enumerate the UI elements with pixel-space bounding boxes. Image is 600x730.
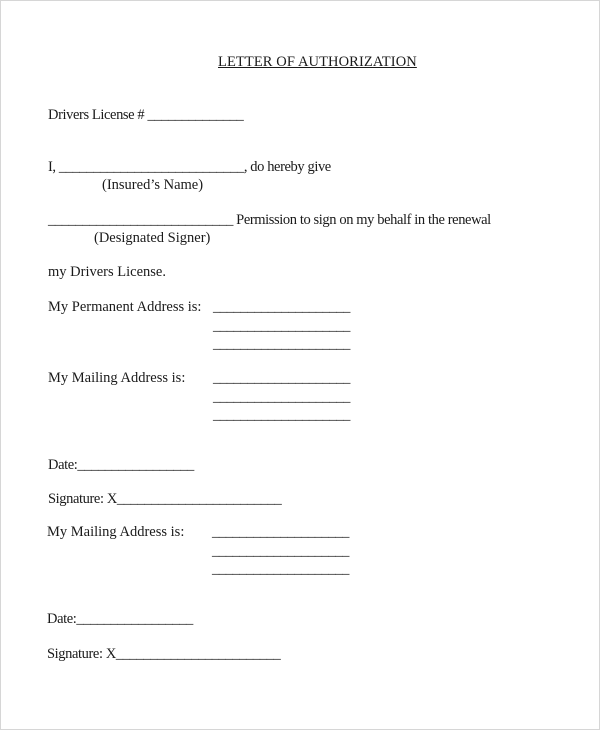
mailing-address-line-1: ____________________ [213,370,351,386]
permanent-address-line-3: ____________________ [213,336,351,352]
license-continuation: my Drivers License. [48,264,166,280]
permanent-address-line-2: ____________________ [213,318,351,334]
designated-signer-caption: (Designated Signer) [94,230,211,246]
document-title: LETTER OF AUTHORIZATION [218,54,417,70]
insured-name-caption: (Insured’s Name) [102,177,204,193]
drivers-license-field: Drivers License # ______________ [48,107,244,123]
mailing-address-2-line-2: ____________________ [212,543,350,559]
designated-signer-field: ___________________________ Permission to sign on my behalf in the renewal [48,212,491,228]
date-field-2: Date:_________________ [47,611,193,627]
mailing-address-2-line-1: ____________________ [212,524,350,540]
insured-name-field: I, ___________________________, do hereby give [48,159,331,175]
permanent-address-label: My Permanent Address is: [48,299,202,315]
permanent-address-line-1: ____________________ [213,299,351,315]
signature-field-2: Signature: X________________________ [47,646,281,662]
mailing-address-label: My Mailing Address is: [48,370,186,386]
signature-field: Signature: X________________________ [48,491,282,507]
mailing-address-2-line-3: ____________________ [212,561,350,577]
mailing-address-line-3: ____________________ [213,407,351,423]
date-field: Date:_________________ [48,457,194,473]
mailing-address-label-2: My Mailing Address is: [47,524,185,540]
mailing-address-line-2: ____________________ [213,389,351,405]
